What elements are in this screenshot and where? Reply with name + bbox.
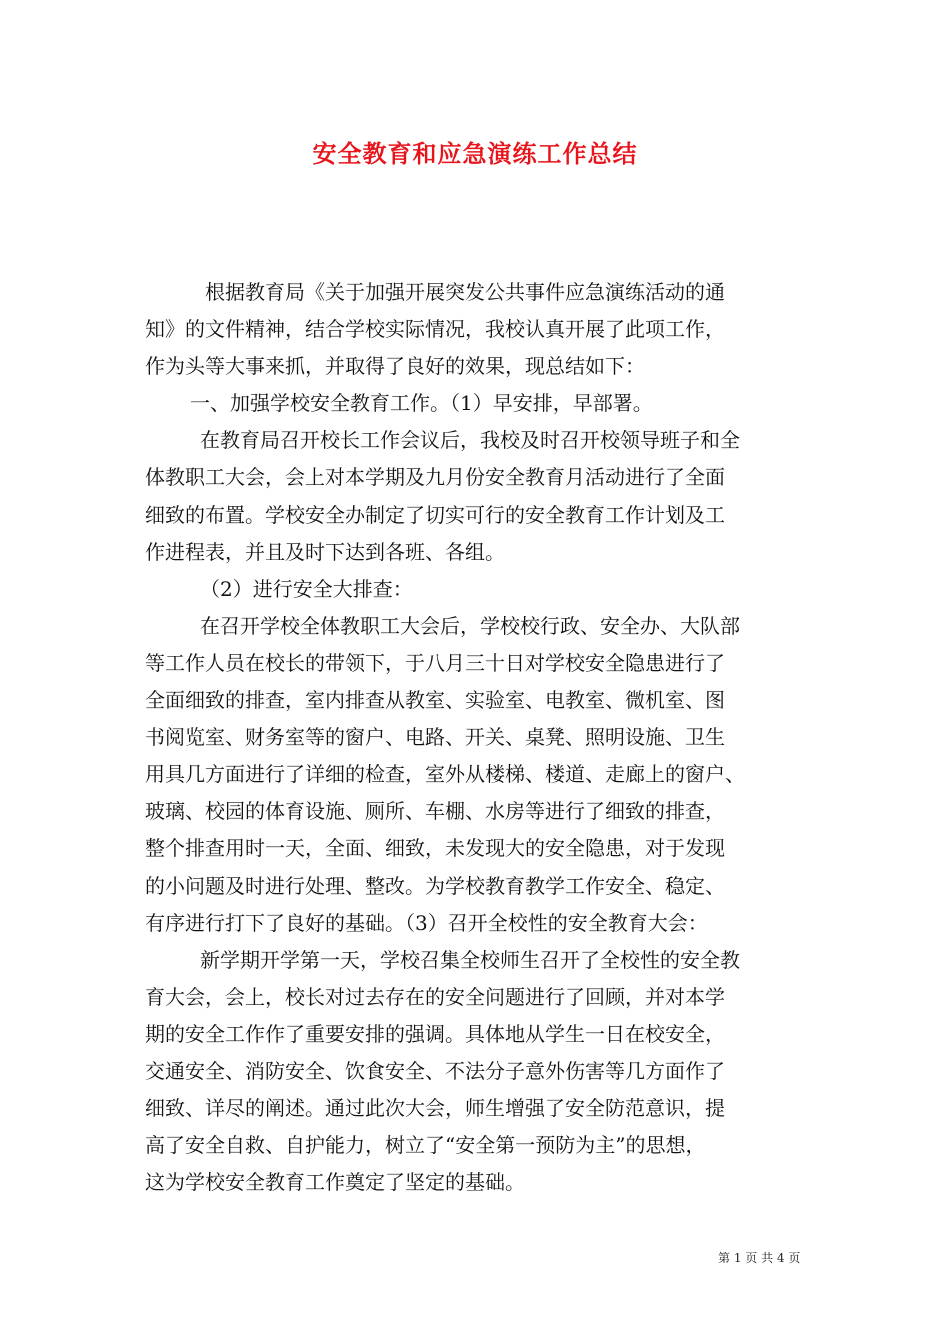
paragraph-line: 在教育局召开校长工作会议后，我校及时召开校领导班子和全 xyxy=(200,428,740,453)
paragraph-line: 等工作人员在校长的带领下，于八月三十日对学校安全隐患进行了 xyxy=(145,650,725,675)
paragraph-line: 作进程表，并且及时下达到各班、各组。 xyxy=(145,539,505,564)
paragraph-line: 这为学校安全教育工作奠定了坚定的基础。 xyxy=(145,1170,525,1195)
paragraph-line: 知》的文件精神，结合学校实际情况，我校认真开展了此项工作， xyxy=(145,317,725,342)
paragraph-line: 育大会，会上，校长对过去存在的安全问题进行了回顾，并对本学 xyxy=(145,984,725,1009)
section-heading: 一、加强学校安全教育工作。（1）早安排，早部署。 xyxy=(190,391,653,416)
paragraph-line: 书阅览室、财务室等的窗户、电路、开关、桌凳、照明设施、卫生 xyxy=(145,725,725,750)
paragraph-line: 期的安全工作作了重要安排的强调。具体地从学生一日在校安全， xyxy=(145,1021,725,1046)
document-body xyxy=(145,274,810,1201)
paragraph-line: 用具几方面进行了详细的检查，室外从楼梯、楼道、走廊上的窗户、 xyxy=(145,762,745,787)
paragraph-line: 细致的布置。学校安全办制定了切实可行的安全教育工作计划及工 xyxy=(145,502,725,527)
paragraph-line: 在召开学校全体教职工大会后，学校校行政、安全办、大队部 xyxy=(200,613,740,638)
paragraph-line: 有序进行打下了良好的基础。（3）召开全校性的安全教育大会： xyxy=(145,910,708,935)
document-title: 安全教育和应急演练工作总结 xyxy=(312,139,638,168)
paragraph-line: 全面细致的排查，室内排查从教室、实验室、电教室、微机室、图 xyxy=(145,688,725,713)
paragraph-line: 的小问题及时进行处理、整改。为学校教育教学工作安全、稳定、 xyxy=(145,873,725,898)
paragraph-line: 作为头等大事来抓，并取得了良好的效果，现总结如下： xyxy=(145,354,645,379)
paragraph-line: 体教职工大会，会上对本学期及九月份安全教育月活动进行了全面 xyxy=(145,465,725,490)
subsection-heading: （2）进行安全大排查： xyxy=(200,576,413,601)
paragraph-line: 高了安全自救、自护能力，树立了“安全第一预防为主”的思想， xyxy=(145,1133,706,1158)
paragraph-line: 新学期开学第一天，学校召集全校师生召开了全校性的安全教 xyxy=(200,947,740,972)
paragraph-line: 整个排查用时一天，全面、细致，未发现大的安全隐患，对于发现 xyxy=(145,836,725,861)
paragraph-line: 细致、详尽的阐述。通过此次大会，师生增强了安全防范意识，提 xyxy=(145,1096,725,1121)
page-number: 第 1 页 共 4 页 xyxy=(718,1251,801,1265)
paragraph-line: 根据教育局《关于加强开展突发公共事件应急演练活动的通 xyxy=(205,280,725,304)
paragraph-line: 玻璃、校园的体育设施、厕所、车棚、水房等进行了细致的排查， xyxy=(145,799,725,824)
paragraph-line: 交通安全、消防安全、饮食安全、不法分子意外伤害等几方面作了 xyxy=(145,1058,725,1083)
